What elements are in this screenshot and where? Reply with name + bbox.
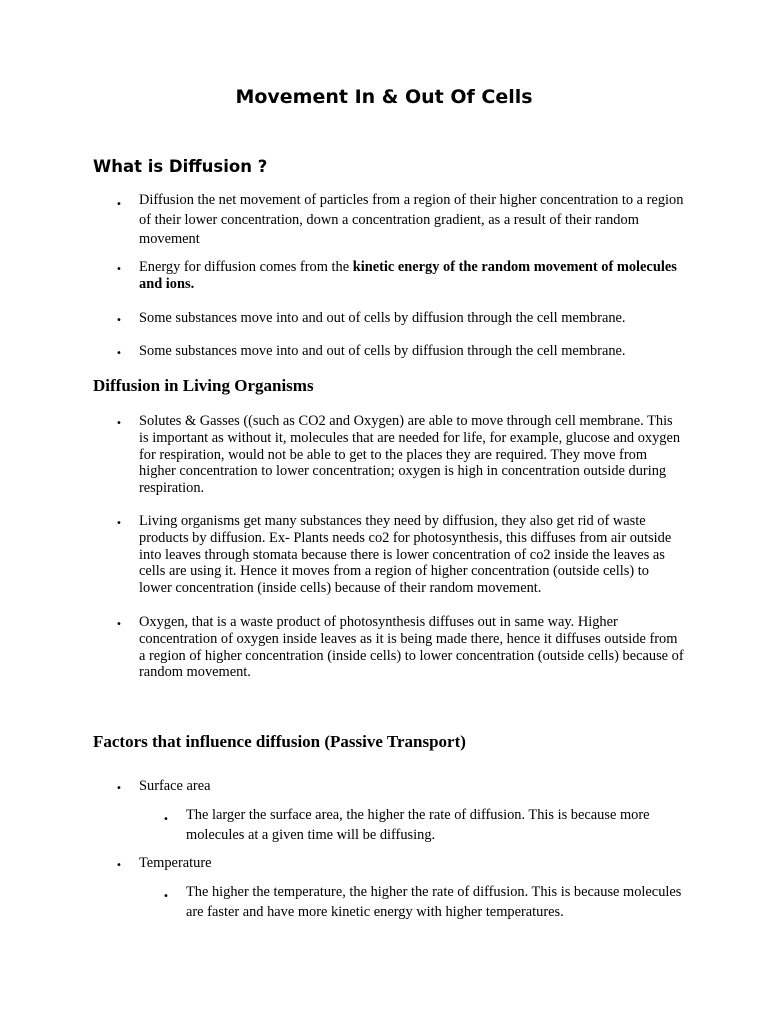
bullet-text: Some substances move into and out of cells by diffusion through the cell membrane. (139, 343, 626, 359)
list-item (116, 191, 684, 250)
list-item (116, 855, 684, 872)
bullet-text: Surface area (139, 778, 211, 794)
list-item (116, 778, 684, 795)
sub-list-item (163, 883, 686, 922)
heading-factors-diffusion: Factors that influence diffusion (Passive Transport) (93, 732, 466, 751)
sub-list-item (163, 806, 686, 845)
list-item (116, 614, 684, 681)
list-item (116, 343, 684, 360)
list-item (116, 259, 684, 293)
list-item (116, 310, 684, 327)
bullet-icon: • (163, 814, 169, 825)
bullet-text: Temperature (139, 855, 212, 871)
bullet-text: Living organisms get many substances they need by diffusion, they also get rid of waste products by diffusion. Ex- Plants needs co2 for photosynthesis, this diffuses from air outside into leaves through stomata because there is lower concentration of co2 inside the leaves as cells are using it. Hence it moves from a region of higher concentration (outside cells) to lower concentration (inside cells) because of their random movement. (139, 513, 672, 597)
bullet-text: Diffusion the net movement of particles from a region of their higher concentration to a region of their lower concentration, down a concentration gradient, as a result of their random movement (139, 192, 684, 248)
bullet-text: Oxygen, that is a waste product of photosynthesis diffuses out in same way. Higher concentration of oxygen inside leaves as it is being made there, hence it diffuses outside from a region of higher concentration (inside cells) to lower concentration (outside cells) because of random movement. (139, 614, 684, 681)
bullet-text: Some substances move into and out of cells by diffusion through the cell membrane. (139, 310, 626, 326)
bullet-icon: • (116, 518, 122, 529)
list-item (116, 413, 684, 497)
bullet-icon: • (116, 783, 122, 794)
bullet-icon: • (163, 891, 169, 902)
list-item (116, 513, 684, 597)
heading-diffusion-living-organisms: Diffusion in Living Organisms (93, 376, 314, 395)
bullet-text: Solutes & Gasses ((such as CO2 and Oxygen) are able to move through cell membrane. This is important as without it, molecules that are needed for life, for example, glucose and oxygen for respiration, would not be able to get to the places they are required. They move from higher concentration to lower concentration; oxygen is high in concentration outside during respiration. (139, 413, 681, 497)
bullet-icon: • (116, 264, 122, 275)
bullet-icon: • (116, 199, 122, 210)
bullet-bold-text: kinetic energy of the random movement of molecules and ions. (139, 259, 677, 292)
bullet-icon: • (116, 315, 122, 326)
heading-what-is-diffusion: What is Diffusion ? (93, 157, 268, 176)
bullet-icon: • (116, 860, 122, 871)
bullet-text: The higher the temperature, the higher the rate of diffusion. This is because molecules are faster and have more kinetic energy with higher temperatures. (186, 884, 682, 920)
bullet-icon: • (116, 348, 122, 359)
bullet-icon: • (116, 619, 122, 630)
page-title: Movement In & Out Of Cells (235, 86, 533, 108)
bullet-text: Energy for diffusion comes from the (139, 259, 353, 275)
bullet-icon: • (116, 418, 122, 429)
bullet-text: The larger the surface area, the higher the rate of diffusion. This is because more molecules at a given time will be diffusing. (186, 807, 650, 843)
